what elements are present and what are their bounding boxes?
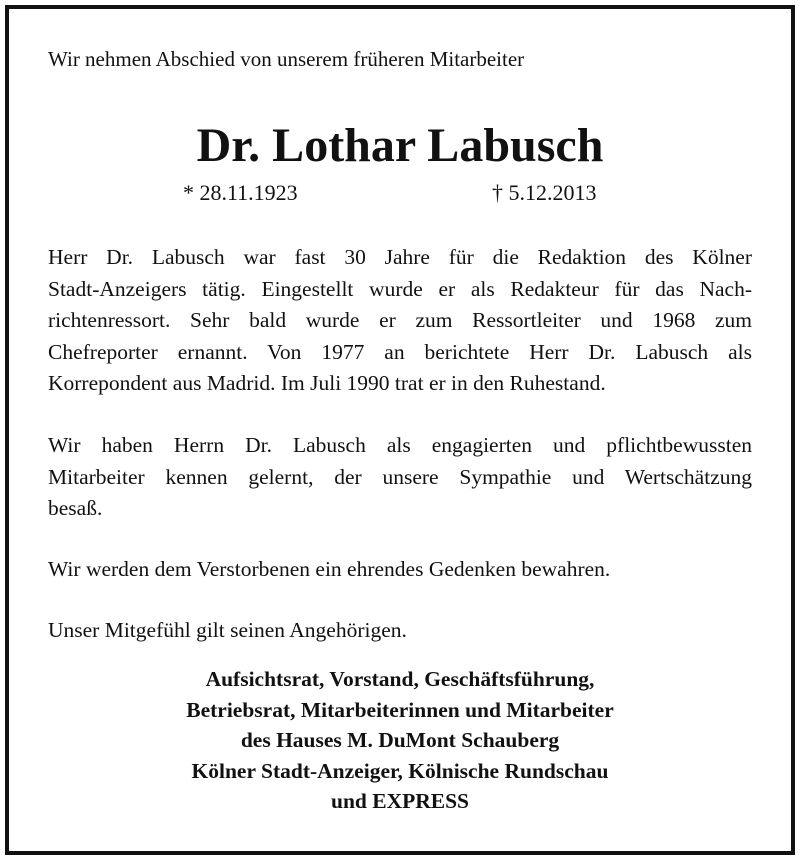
text-line: Wir haben Herrn Dr. Labusch als engagierten und pflichtbewussten — [48, 433, 752, 457]
signature-line: Betriebsrat, Mitarbeiterinnen und Mitarbeiter — [186, 697, 614, 722]
text-line: Korrepondent aus Madrid. Im Juli 1990 trat er in den Ruhestand. — [48, 371, 606, 395]
text-line: Herr Dr. Labusch war fast 30 Jahre für die Redaktion des Kölner — [48, 245, 752, 269]
text-line: Mitarbeiter kennen gelernt, der unsere Sympathie und Wertschätzung — [48, 464, 752, 489]
condolence-line: Unser Mitgefühl gilt seinen Angehörigen. — [48, 618, 407, 642]
signature-line: Kölner Stadt-Anzeiger, Kölnische Rundschau — [191, 758, 609, 783]
remembrance-line: Wir werden dem Verstorbenen ein ehrendes Gedenken bewahren. — [48, 557, 611, 581]
intro-line: Wir nehmen Abschied von unserem früheren Mitarbeiter — [48, 47, 525, 71]
biography-paragraph — [48, 242, 752, 400]
text-line: Stadt-Anzeigers tätig. Eingestellt wurde er als Redakteur für das Nach- — [48, 276, 752, 301]
signature-line: Aufsichtsrat, Vorstand, Geschäftsführung, — [205, 667, 595, 691]
tribute-paragraph — [48, 430, 752, 525]
signature-block — [0, 664, 800, 817]
text-line: besaß. — [48, 496, 103, 520]
death-date: † 5.12.2013 — [492, 180, 597, 205]
text-line: richtenressort. Sehr bald wurde er zum Ressortleiter und 1968 zum — [48, 308, 752, 332]
signature-line: und EXPRESS — [330, 789, 470, 813]
signature-line: des Hauses M. DuMont Schauberg — [240, 728, 560, 752]
text-line: Chefreporter ernannt. Von 1977 an berichtete Herr Dr. Labusch als — [48, 339, 752, 364]
birth-date: * 28.11.1923 — [183, 180, 298, 205]
deceased-name: Dr. Lothar Labusch — [196, 119, 604, 172]
